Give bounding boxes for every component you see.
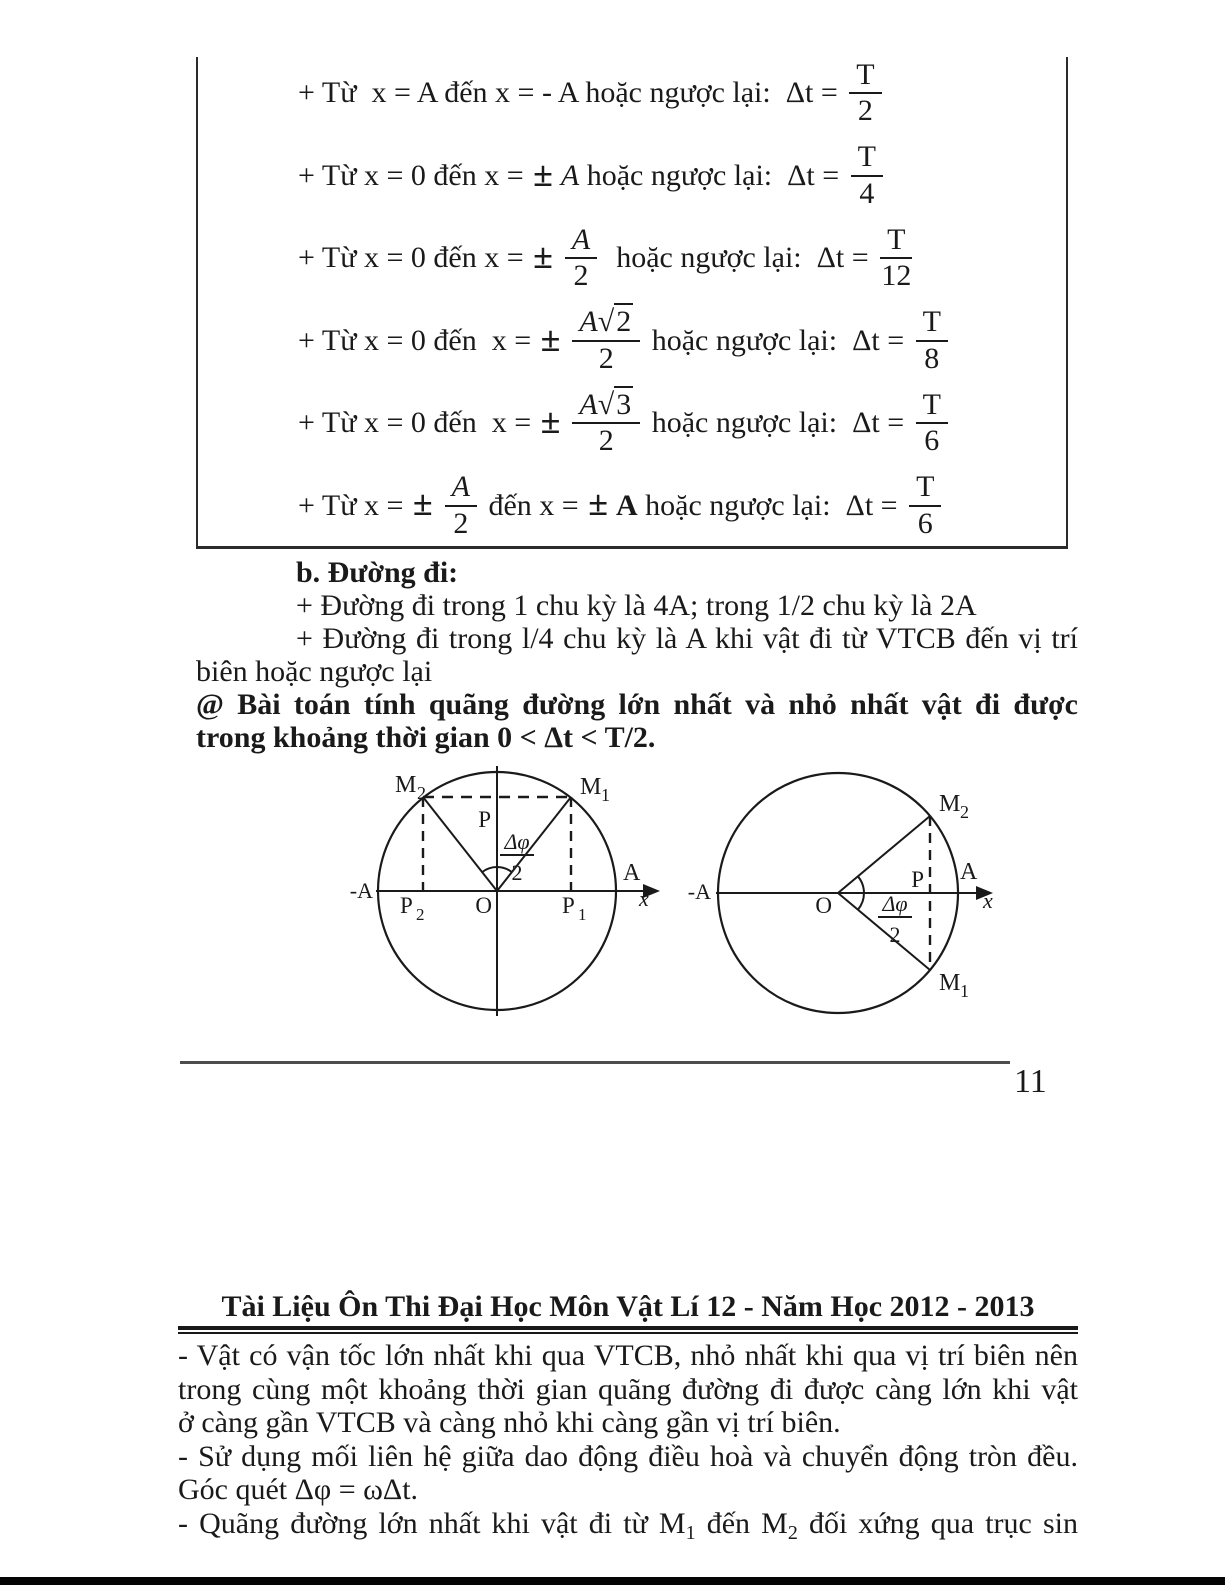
label-M1-sub: 1 (601, 785, 610, 805)
label-M1-sub: 1 (960, 981, 969, 1001)
formula-variable: A (615, 488, 638, 522)
fraction: $\frac{T}{6}$ (909, 471, 941, 540)
formula-text: + Từ x = A đến x = - A hoặc ngược lại: Δt = (298, 76, 846, 110)
fraction: $\frac{T}{12}$ (881, 222, 912, 293)
text-line: trong khoảng thời gian 0 < Δt < T/2. (196, 721, 656, 754)
plus-minus-symbol: ± (533, 236, 553, 277)
text-line: @ Bài toán tính quãng đường lớn nhất và nhỏ nhất vật đi được (196, 688, 1078, 721)
plus-minus-symbol: ± (588, 483, 608, 524)
section-duong-di (196, 556, 1078, 754)
label-x: x (639, 886, 649, 911)
plus-minus-symbol: ± (412, 483, 433, 524)
formula-row (298, 141, 1060, 210)
text-line: Góc quét Δφ = ωΔt. (178, 1473, 419, 1506)
text-line: - Vật có vận tốc lớn nhất khi qua VTCB, nhỏ nhất khi qua vị trí biên nên (178, 1339, 1078, 1372)
footer-text-block (178, 1339, 1078, 1544)
text-line: biên hoặc ngược lại (196, 655, 433, 688)
label-dphi-den: 2 (511, 860, 523, 885)
radicand: 3 (616, 387, 632, 421)
formula-text: + Từ x = 0 đến x = (298, 241, 532, 275)
radicand: 2 (616, 305, 632, 339)
plus-minus-symbol: ± (533, 153, 553, 194)
fraction: $\frac{A√2}{2}$ (572, 306, 640, 375)
fraction: $\frac{A√3}{2}$ (572, 389, 640, 458)
label-M2-sub: 2 (417, 783, 426, 803)
text-line: b. Đường đi: (296, 556, 459, 589)
label-minus-A: -A (349, 878, 373, 903)
label-O: O (475, 893, 492, 918)
text-line: trong cùng một khoảng thời gian quãng đường đi được càng lớn khi vật (178, 1372, 1078, 1406)
label-dphi-den: 2 (889, 922, 901, 947)
label-P: P (911, 867, 924, 892)
label-M2: M (939, 791, 961, 817)
label-minus-A: -A (687, 879, 711, 904)
formula-text: hoặc ngược lại: Δt = (579, 158, 847, 192)
formula-text: hoặc ngược lại: Δt = (601, 241, 877, 275)
text-line: + Đường đi trong l/4 chu kỳ là A khi vật đi từ VTCB đến vị trí (296, 622, 1078, 655)
label-M1: M (580, 774, 602, 800)
formula-text: đến x = (480, 488, 587, 522)
label-O: O (815, 893, 832, 918)
formula-text: hoặc ngược lại: Δt = (644, 406, 912, 440)
formula-row (298, 306, 1060, 375)
footer-document-title: Tài Liệu Ôn Thi Đại Học Môn Vật Lí 12 - Năm Học 2012 - 2013 (221, 1290, 1035, 1323)
label-dphi: Δφ (504, 829, 530, 854)
fraction: $\frac{T}{8}$ (916, 306, 948, 375)
formula-row (298, 224, 1060, 293)
formula-text: + Từ x = 0 đến x = (298, 323, 539, 357)
label-A: A (623, 860, 641, 886)
label-P: P (478, 807, 491, 832)
formula-row (298, 471, 1060, 540)
label-P2: P (400, 893, 413, 918)
formula-row (298, 59, 1060, 128)
bottom-scan-bar (0, 1577, 1225, 1585)
label-x: x (983, 888, 993, 913)
fraction: $\frac{A}{2}$ (565, 224, 597, 293)
text-line: + Đường đi trong 1 chu kỳ là 4A; trong 1/2 chu kỳ là 2A (296, 589, 977, 622)
plus-minus-symbol: ± (540, 400, 561, 441)
fraction: $\frac{T}{6}$ (916, 389, 948, 458)
formula-text: hoặc ngược lại: Δt = (637, 488, 906, 522)
formula-text: hoặc ngược lại: Δt = (644, 323, 912, 357)
label-P2-sub: 2 (416, 905, 425, 924)
plus-minus-symbol: ± (540, 318, 561, 359)
text-line: - Sử dụng mối liên hệ giữa dao động điều hoà và chuyển động tròn đều. (178, 1439, 1078, 1473)
formula-text: + Từ x = (298, 488, 411, 522)
label-A: A (960, 859, 978, 885)
label-P1-sub: 1 (578, 905, 587, 924)
formula-row (298, 389, 1060, 458)
label-M2: M (395, 772, 417, 798)
formula-text: + Từ x = 0 đến x = (298, 406, 539, 440)
label-M2-sub: 2 (960, 802, 969, 822)
diagram-left-labels (350, 772, 649, 924)
fraction: $\frac{A}{2}$ (445, 471, 477, 540)
fraction: $\frac{T}{2}$ (849, 59, 881, 128)
page-number: 11 (1014, 1063, 1047, 1100)
footer-separator-line (180, 1061, 1010, 1064)
text-line: - Quãng đường lớn nhất khi vật đi từ $M_1$ đến $M_2$ đối xứng qua trục sin (178, 1506, 1078, 1544)
text-line: ở càng gần VTCB và càng nhỏ khi càng gần vị trí biên. (178, 1406, 841, 1439)
footer-title-rule (178, 1326, 1078, 1334)
label-dphi: Δφ (882, 891, 908, 916)
circle-diagrams (340, 752, 1000, 1052)
formula-variable: A (560, 158, 580, 192)
formula-text: + Từ x = 0 đến x = (298, 158, 532, 192)
diagram-left (376, 766, 660, 1016)
formula-box (196, 57, 1068, 549)
label-P1: P (562, 893, 575, 918)
label-M1: M (939, 970, 961, 996)
fraction: $\frac{T}{4}$ (851, 141, 883, 210)
